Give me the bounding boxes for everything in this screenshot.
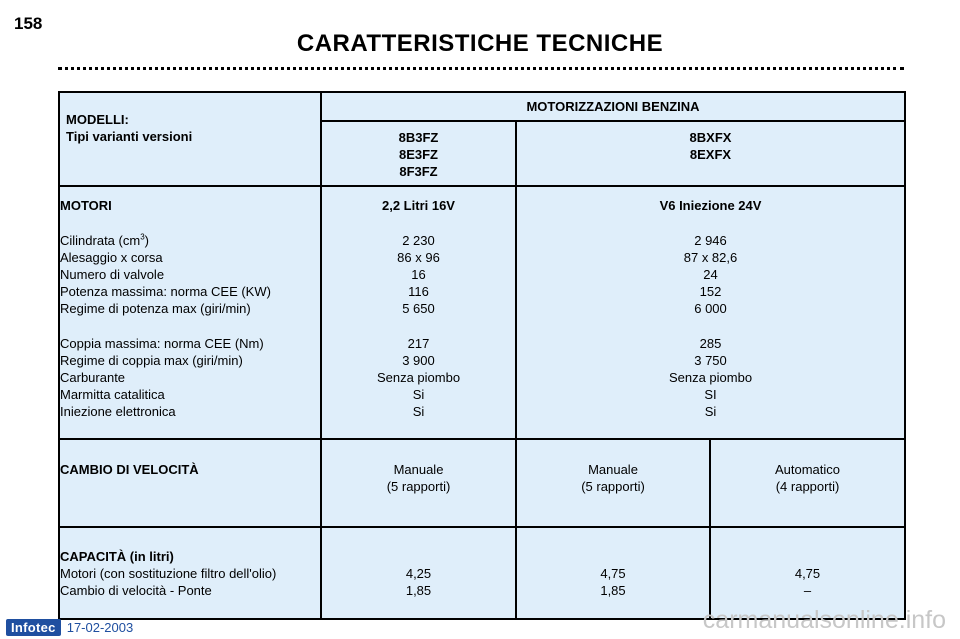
spec-value: – xyxy=(803,583,812,598)
capacita-heading: CAPACITÀ (in litri) xyxy=(60,549,174,564)
models-label: MODELLI: xyxy=(66,112,129,127)
spec-value: 3 750 xyxy=(694,353,727,368)
spec-value: 285 xyxy=(699,336,722,351)
cambio-col1 xyxy=(321,439,516,527)
spec-label: Cilindrata $(cm^3)$ xyxy=(60,232,149,248)
spec-value: Si xyxy=(704,404,717,419)
spec-value: Si xyxy=(412,404,425,419)
spec-label: Iniezione elettronica xyxy=(60,404,176,419)
dotted-divider xyxy=(58,67,904,70)
watermark: carmanualsonline.info xyxy=(702,606,946,634)
engine-heading: 2,2 Litri 16V xyxy=(382,198,455,213)
cambio-col2a xyxy=(516,439,710,527)
code: 8B3FZ xyxy=(398,130,439,145)
spec-value: 16 xyxy=(411,267,426,282)
code: 8F3FZ xyxy=(399,164,438,179)
spec-label: Motori (con sostituzione filtro dell'olio) xyxy=(60,566,277,581)
cambio-col2b xyxy=(710,439,905,527)
codes-col1 xyxy=(321,121,516,186)
code: 8E3FZ xyxy=(398,147,438,162)
spec-value: 217 xyxy=(407,336,430,351)
spec-label: Potenza massima: norma CEE (KW) xyxy=(60,284,271,299)
code: 8EXFX xyxy=(689,147,732,162)
spec-value: 2 946 xyxy=(694,233,727,248)
spec-value: 1,85 xyxy=(600,583,626,598)
gearbox-ratios: (5 rapporti) xyxy=(386,479,451,494)
spec-value: 5 650 xyxy=(402,301,435,316)
spec-value: 1,85 xyxy=(405,583,432,598)
footer-date: 17-02-2003 xyxy=(66,620,134,635)
spec-label: Cambio di velocità - Ponte xyxy=(60,583,212,598)
spec-label: Regime di potenza max (giri/min) xyxy=(60,301,251,316)
spec-value: 6 000 xyxy=(694,301,727,316)
variants-label: Tipi varianti versioni xyxy=(66,129,193,144)
capacita-col1 xyxy=(321,527,516,619)
spec-value: 4,75 xyxy=(600,566,626,581)
engines-header: MOTORIZZAZIONI BENZINA xyxy=(321,92,905,121)
gearbox-type: Manuale xyxy=(393,462,444,477)
spec-value: 24 xyxy=(703,267,718,282)
motori-col1 xyxy=(321,186,516,439)
spec-value: 87 x 82,6 xyxy=(683,250,738,265)
code: 8BXFX xyxy=(689,130,732,145)
capacita-col2a xyxy=(516,527,710,619)
specs-table xyxy=(58,91,906,620)
gearbox-ratios: (5 rapporti) xyxy=(581,479,645,494)
spec-value: Senza piombo xyxy=(668,370,753,385)
motori-heading: MOTORI xyxy=(60,198,112,213)
spec-label: Alesaggio x corsa xyxy=(60,250,163,265)
motori-col2 xyxy=(516,186,905,439)
motori-labels xyxy=(59,186,321,439)
page-title: CARATTERISTICHE TECNICHE xyxy=(296,30,664,57)
spec-value: 116 xyxy=(408,284,429,299)
spec-label: Carburante xyxy=(60,370,126,385)
gearbox-type: Manuale xyxy=(588,462,638,477)
models-label-cell xyxy=(59,92,321,186)
spec-label: Coppia massima: norma CEE (Nm) xyxy=(60,336,264,351)
spec-value: 152 xyxy=(699,284,722,299)
spec-value: 3 900 xyxy=(402,353,435,368)
cambio-heading: CAMBIO DI VELOCITÀ xyxy=(59,439,321,527)
spec-value: SI xyxy=(704,387,717,402)
capacita-labels xyxy=(59,527,321,619)
page-number: 158 xyxy=(14,14,43,33)
spec-value: Si xyxy=(412,387,425,402)
spec-label: Numero di valvole xyxy=(60,267,165,282)
spec-value: 4,75 xyxy=(794,566,821,581)
spec-value: 86 x 96 xyxy=(397,250,440,265)
gearbox-type: Automatico xyxy=(774,462,841,477)
engine-heading: V6 Iniezione 24V xyxy=(659,198,762,213)
footer xyxy=(6,619,133,636)
gearbox-ratios: (4 rapporti) xyxy=(775,479,840,494)
spec-value: 2 230 xyxy=(402,233,435,248)
infotec-logo: Infotec xyxy=(6,619,61,636)
spec-label: Regime di coppia max (giri/min) xyxy=(60,353,243,368)
spec-label: Marmitta catalitica xyxy=(60,387,165,402)
spec-value: 4,25 xyxy=(405,566,432,581)
codes-col2 xyxy=(516,121,905,186)
spec-value: Senza piombo xyxy=(376,370,461,385)
